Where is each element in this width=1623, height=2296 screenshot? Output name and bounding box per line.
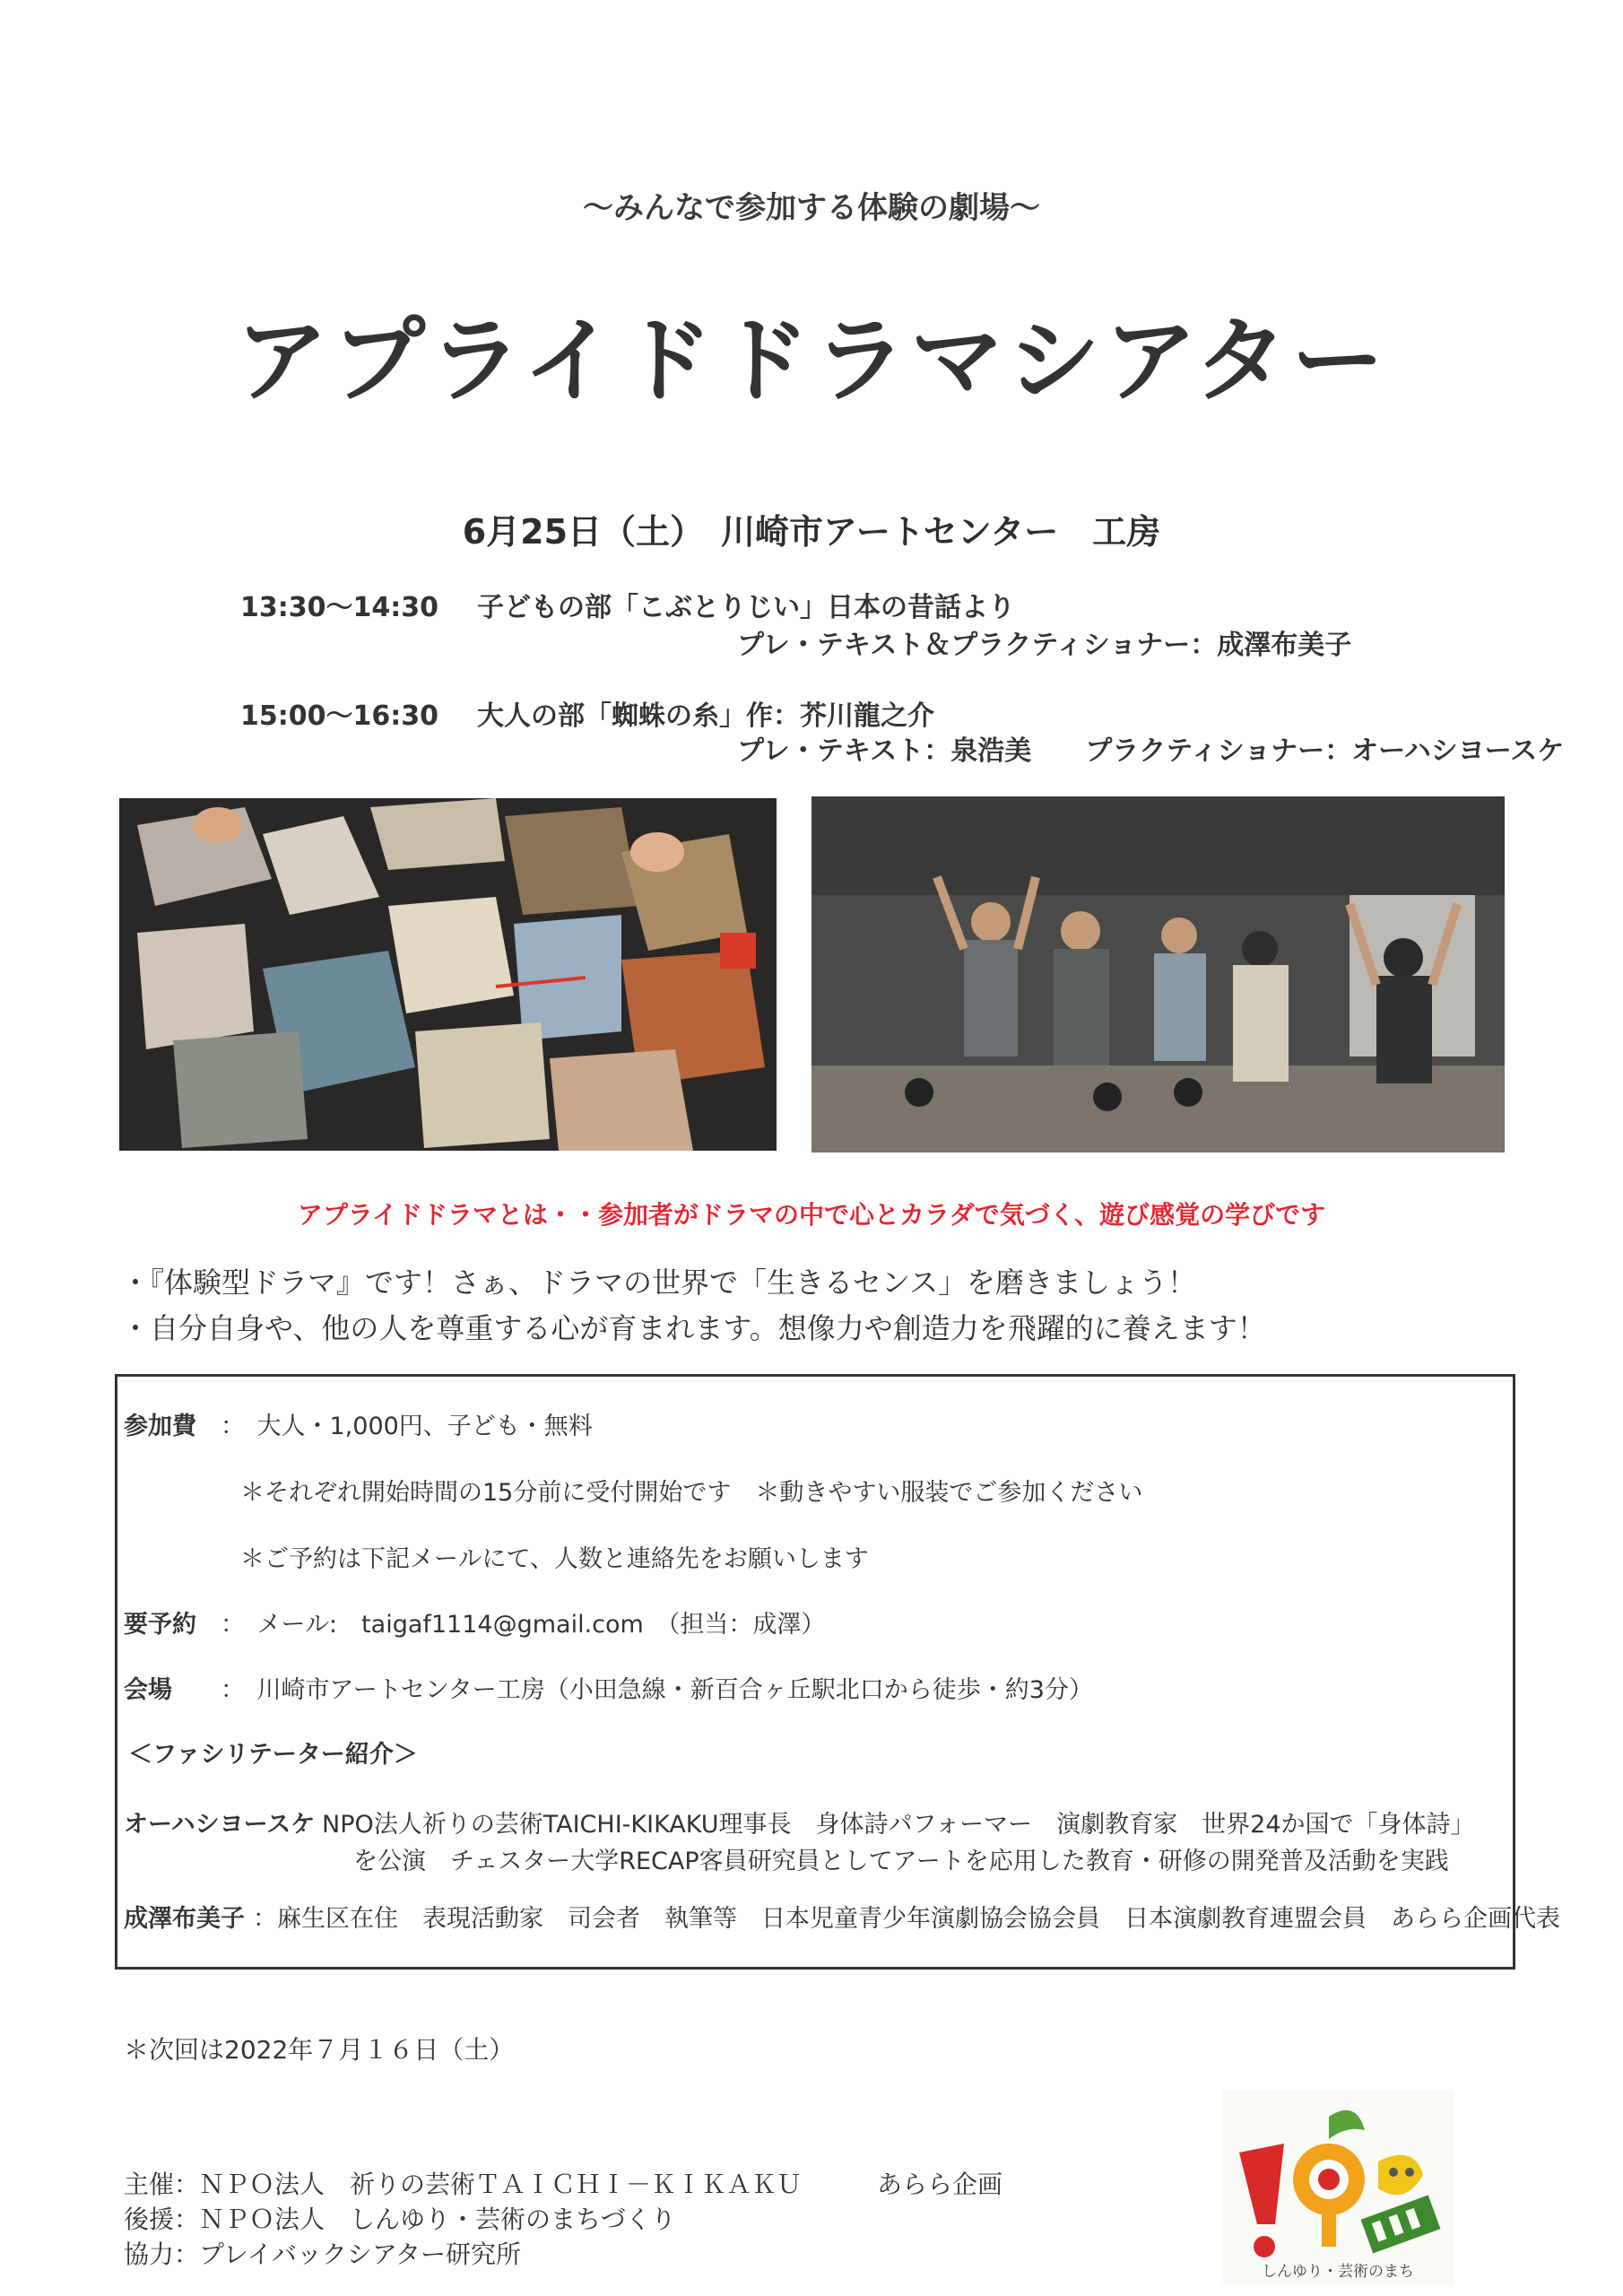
bullet-point: ・自分自身や、他の人を尊重する心が育まれます。想像力や創造力を飛躍的に養えます！ xyxy=(121,1311,1266,1345)
session-2-time: 15:00～16:30 xyxy=(240,700,438,732)
facilitator-1-bio-cont: を公演 チェスター大学RECAP客員研究員としてアートを応用した教育・研修の開発普及活動を実践 xyxy=(353,1848,1449,1875)
venue-value: ： 川崎市アートセンター工房（小田急線・新百合ヶ丘駅北口から徒歩・約3分） xyxy=(221,1676,1093,1704)
shinyuri-art-town-logo xyxy=(1221,2090,1454,2285)
cooperation: 協力：プレイバックシアター研究所 xyxy=(124,2239,521,2269)
organizer: 主催：ＮＰＯ法人 祈りの芸術ＴＡＩＣＨＩ－ＫＩＫＡＫＵ あらら企画 xyxy=(124,2170,1003,2199)
event-subtitle: ～みんなで参加する体験の劇場～ xyxy=(583,190,1040,226)
session-1-time: 13:30～14:30 xyxy=(240,592,438,623)
reserve-value: ： メール: taigaf1114@gmail.com （担当：成澤） xyxy=(221,1611,826,1639)
workshop-collage-photo xyxy=(119,798,777,1151)
supporter: 後援：ＮＰＯ法人 しんゆり・芸術のまちづくり xyxy=(124,2205,676,2234)
fee-value: ： 大人・1,000円、子ども・無料 xyxy=(221,1413,593,1440)
logo-text: しんゆり・芸術のまち xyxy=(1262,2263,1414,2281)
tagline: アプライドドラマとは・・参加者がドラマの中で心とカラダで気づく、遊び感覚の学びです xyxy=(297,1200,1326,1230)
drama-exercise-photo xyxy=(812,796,1505,1152)
session-2-program: 大人の部「蜘蛛の糸」作：芥川龍之介 xyxy=(477,700,934,732)
reservation-note: ＊ご予約は下記メールにて、人数と連絡先をお願いします xyxy=(240,1545,869,1573)
facilitator-2-bio: ：麻生区在住 表現活動家 司会者 執筆等 日本児童青少年演劇協会協会員 日本演劇教育連盟会員 あらら企画代表 xyxy=(253,1905,1560,1933)
next-event: ＊次回は2022年７月１６日（土） xyxy=(124,2035,515,2065)
session-1-program: 子どもの部「こぶとりじい」日本の昔話より xyxy=(477,592,1015,623)
facilitator-heading: ＜ファシリテーター紹介＞ xyxy=(128,1741,418,1769)
venue-label: 会場 xyxy=(124,1676,172,1704)
session-1-staff: プレ・テキスト＆プラクティショナー：成澤布美子 xyxy=(737,630,1352,661)
event-title: アプライドドラマシアター xyxy=(235,306,1388,415)
session-2-staff: プレ・テキスト：泉浩美 プラクティショナー：オーハシヨースケ xyxy=(737,735,1565,767)
reserve-label: 要予約 xyxy=(124,1611,196,1639)
facilitator-1-name: オーハシヨースケ xyxy=(124,1811,316,1839)
date-venue: 6月25日（土） 川崎市アートセンター 工房 xyxy=(462,512,1161,552)
reception-note: ＊それぞれ開始時間の15分前に受付開始です ＊動きやすい服装でご参加ください xyxy=(240,1479,1143,1507)
fee-label: 参加費 xyxy=(124,1413,196,1440)
bullet-point: ・『体験型ドラマ』です！さぁ、ドラマの世界で「生きるセンス」を磨きましょう！ xyxy=(121,1265,1197,1300)
facilitator-1-bio: ：NPO法人祈りの芸術TAICHI-KIKAKU理事長 身体詩パフォーマー 演劇教育家 世界24か国で「身体詩」 xyxy=(298,1811,1475,1839)
facilitator-2-name: 成澤布美子 xyxy=(124,1905,245,1933)
